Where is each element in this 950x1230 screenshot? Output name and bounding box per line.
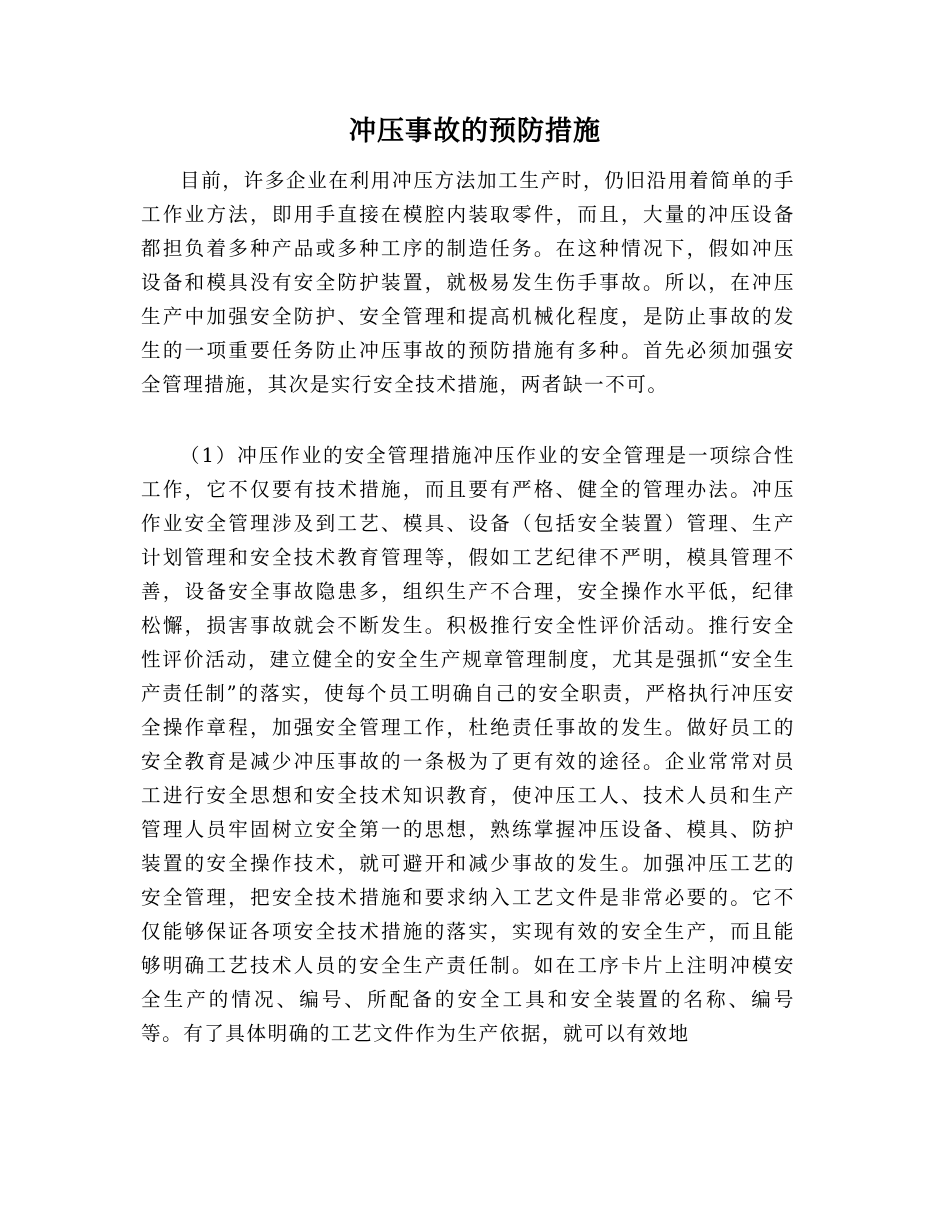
paragraph-safety-management: （1）冲压作业的安全管理措施冲压作业的安全管理是一项综合性工作，它不仅要有技术措施，而且要有严格、健全的管理办法。冲压作业安全管理涉及到工艺、模具、设备（包括安全装置）管理、生产计划管理和安全技术教育管理等，假如工艺纪律不严明，模具管理不善，设备安全事故隐患多，组织生产不合理，安全操作水平低，纪律松懈，损害事故就会不断发生。积极推行安全性评价活动。推行安全性评价活动，建立健全的安全生产规章管理制度，尤其是强抓“安全生产责任制”的落实，使每个员工明确自己的安全职责，严格执行冲压安全操作章程，加强安全管理工作，杜绝责任事故的发生。做好员工的安全教育是减少冲压事故的一条极为了更有效的途径。企业常常对员工进行安全思想和安全技术知识教育，使冲压工人、技术人员和生产管理人员牢固树立安全第一的思想，熟练掌握冲压设备、模具、防护装置的安全操作技术，就可避开和减少事故的发生。加强冲压工艺的安全管理，把安全技术措施和要求纳入工艺文件是非常必要的。它不仅能够保证各项安全技术措施的落实，实现有效的安全生产，而且能够明确工艺技术人员的安全生产责任制。如在工序卡片上注明冲模安全生产的情况、编号、所配备的安全工具和安全装置的名称、编号等。有了具体明确的工艺文件作为生产依据，就可以有效地 xyxy=(141,444,795,1045)
document-title: 冲压事故的预防措施 xyxy=(349,116,601,147)
paragraph-intro: 目前，许多企业在利用冲压方法加工生产时，仍旧沿用着简单的手工作业方法，即用手直接在模腔内装取零件，而且，大量的冲压设备都担负着多种产品或多种工序的制造任务。在这种情况下，假如冲压设备和模具没有安全防护装置，就极易发生伤手事故。所以，在冲压生产中加强安全防护、安全管理和提高机械化程度，是防止事故的发生的一项重要任务防止冲压事故的预防措施有多种。首先必须加强安全管理措施，其次是实行安全技术措施，两者缺一不可。 xyxy=(141,169,795,396)
